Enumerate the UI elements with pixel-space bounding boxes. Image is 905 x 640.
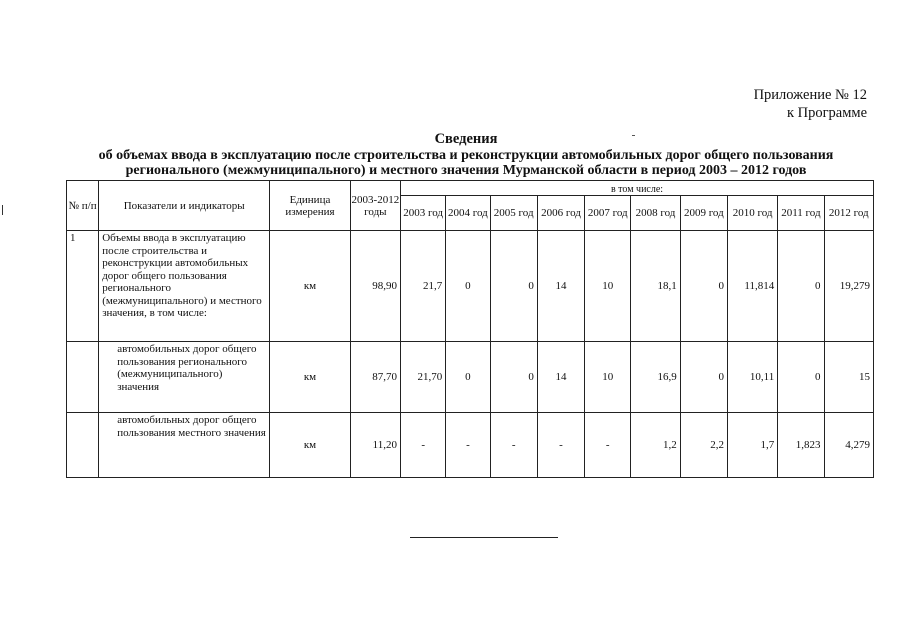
value-2010: 10,11 (727, 342, 777, 413)
value-2009: 0 (680, 342, 727, 413)
scan-edge-mark (2, 205, 3, 215)
row-total: 98,90 (350, 231, 400, 342)
scan-dot (632, 135, 635, 136)
value-2004: - (446, 413, 490, 478)
value-2011: 1,823 (778, 413, 824, 478)
value-2006: - (537, 413, 584, 478)
value-2006: 14 (537, 231, 584, 342)
value-2006: 14 (537, 342, 584, 413)
header-year-2003: 2003 год (401, 196, 446, 231)
row-total: 87,70 (350, 342, 400, 413)
value-2010: 1,7 (727, 413, 777, 478)
row-unit: км (270, 231, 350, 342)
value-2008: 16,9 (631, 342, 680, 413)
row-number (67, 413, 99, 478)
value-2009: 2,2 (680, 413, 727, 478)
value-2005: 0 (490, 342, 537, 413)
title-subtitle-1: об объемах ввода в эксплуатацию после строительства и реконструкции автомобильных дорог общего пользования (98, 147, 834, 163)
table-row (67, 342, 874, 413)
value-2009: 0 (680, 231, 727, 342)
data-table (66, 180, 874, 478)
header-year-2012: 2012 год (824, 196, 873, 231)
title-heading: Сведения (434, 131, 498, 147)
title-subtitle-2: регионального (межмуниципального) и местного значения Мурманской области в период 2003 – 2012 годов (125, 163, 807, 178)
header-year-2005: 2005 год (490, 196, 537, 231)
value-2012: 19,279 (824, 231, 873, 342)
header-unit: Единица измерения (270, 181, 350, 231)
row-number (67, 342, 99, 413)
value-2007: 10 (585, 231, 631, 342)
value-2005: - (490, 413, 537, 478)
header-year-2007: 2007 год (585, 196, 631, 231)
appendix-number: Приложение № 12 (753, 87, 867, 103)
value-2008: 1,2 (631, 413, 680, 478)
header-year-2009: 2009 год (680, 196, 727, 231)
value-2011: 0 (778, 342, 824, 413)
value-2008: 18,1 (631, 231, 680, 342)
row-total: 11,20 (350, 413, 400, 478)
row-unit: км (270, 342, 350, 413)
document-title (60, 132, 872, 179)
header-total: 2003-2012 годы (350, 181, 400, 231)
value-2005: 0 (490, 231, 537, 342)
header-year-2004: 2004 год (446, 196, 490, 231)
value-2004: 0 (446, 342, 490, 413)
header-num: № п/п (67, 181, 99, 231)
header-year-2008: 2008 год (631, 196, 680, 231)
value-2011: 0 (778, 231, 824, 342)
header-indicator: Показатели и индикаторы (99, 181, 270, 231)
value-2007: - (585, 413, 631, 478)
value-2012: 4,279 (824, 413, 873, 478)
value-2010: 11,814 (727, 231, 777, 342)
appendix-program: к Программе (786, 105, 867, 121)
row-indicator: Объемы ввода в эксплуатацию после строительства и реконструкции автомобильных дорог общего пользования регионального (межмуниципального) и местного значения, в том числе: (99, 231, 270, 342)
value-2003: 21,70 (401, 342, 446, 413)
header-inclusive: в том числе: (401, 181, 874, 196)
table-row (67, 413, 874, 478)
header-year-2011: 2011 год (778, 196, 824, 231)
value-2003: 21,7 (401, 231, 446, 342)
value-2003: - (401, 413, 446, 478)
row-indicator: автомобильных дорог общего пользования регионального (межмуниципального) значения (99, 342, 270, 413)
header-year-2010: 2010 год (727, 196, 777, 231)
appendix-reference (754, 86, 867, 122)
row-unit: км (270, 413, 350, 478)
row-indicator: автомобильных дорог общего пользования местного значения (99, 413, 270, 478)
signature-line (410, 537, 558, 538)
table-row (67, 231, 874, 342)
value-2012: 15 (824, 342, 873, 413)
row-number: 1 (67, 231, 99, 342)
value-2004: 0 (446, 231, 490, 342)
header-year-2006: 2006 год (537, 196, 584, 231)
value-2007: 10 (585, 342, 631, 413)
